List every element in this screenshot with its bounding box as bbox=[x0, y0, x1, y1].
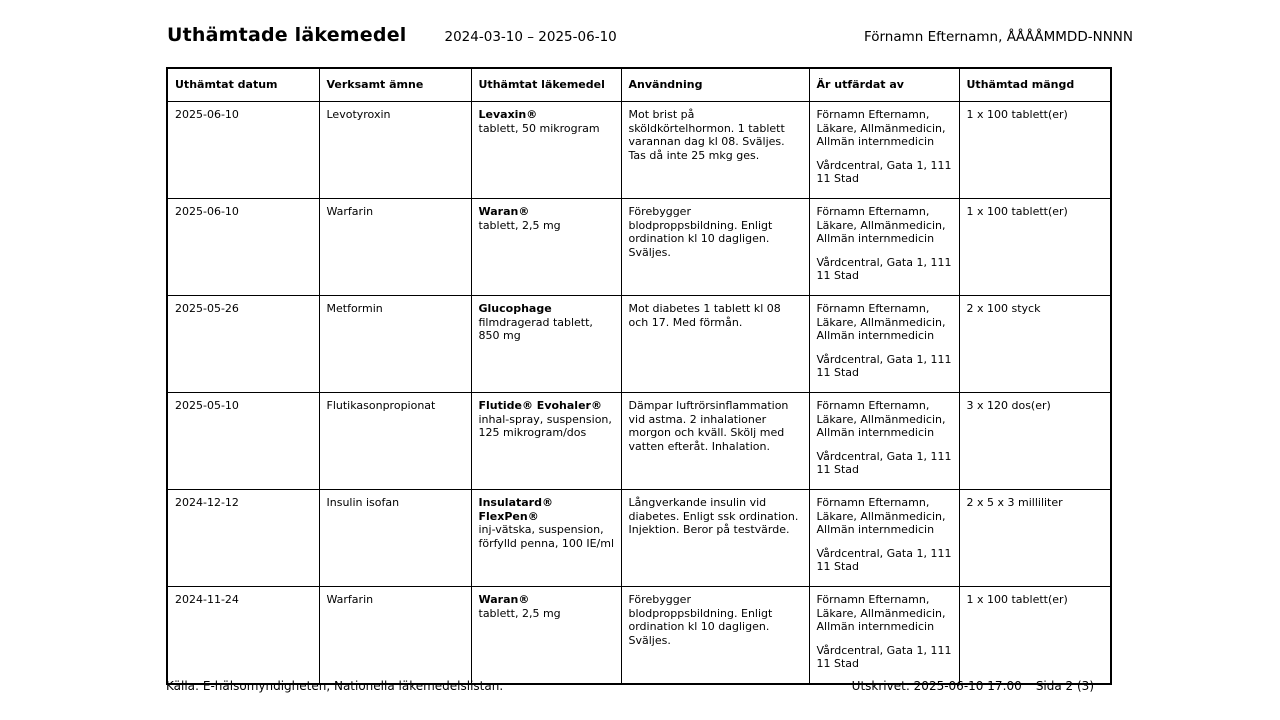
cell-uthamtat-datum bbox=[167, 587, 319, 685]
usage-text: Mot brist på sköldkörtelhormon. 1 tablett varannan dag kl 08. Sväljes. Tas då inte 25 mkg ges. bbox=[628, 108, 785, 162]
table-row bbox=[167, 490, 1111, 587]
medicine-name: Levaxin® bbox=[478, 108, 538, 121]
column-header-uthamtad-mangd: Uthämtad mängd bbox=[959, 68, 1111, 102]
usage-text: Förebygger blodproppsbildning. Enligt ordination kl 10 dagligen. Sväljes. bbox=[628, 205, 773, 259]
patient-identity: Förnamn Efternamn, ÅÅÅÅMMDD-NNNN bbox=[863, 29, 1133, 45]
page-indicator: Sida 2 (3) bbox=[1035, 679, 1094, 693]
document-header bbox=[167, 24, 1133, 46]
cell-verksamt-amne bbox=[319, 393, 471, 490]
quantity-value: 1 x 100 tablett(er) bbox=[966, 108, 1068, 121]
cell-uthamtad-mangd bbox=[959, 393, 1111, 490]
cell-ar-utfardat-av bbox=[809, 587, 959, 685]
date-value: 2025-06-10 bbox=[175, 205, 239, 218]
column-header-anvandning: Användning bbox=[621, 68, 809, 102]
issuer-person: Förnamn Efternamn, Läkare, Allmänmedicin, Allmän internmedicin bbox=[816, 593, 946, 633]
cell-verksamt-amne bbox=[319, 102, 471, 199]
cell-uthamtat-lakemedel bbox=[471, 102, 621, 199]
issuer-person: Förnamn Efternamn, Läkare, Allmänmedicin, Allmän internmedicin bbox=[816, 496, 946, 536]
printed-timestamp: Utskrivet: 2025-06-10 17:00 bbox=[851, 679, 1022, 693]
substance-value: Warfarin bbox=[326, 205, 374, 218]
column-header-ar-utfardat-av: Är utfärdat av bbox=[809, 68, 959, 102]
date-value: 2025-06-10 bbox=[175, 108, 239, 121]
cell-uthamtad-mangd bbox=[959, 199, 1111, 296]
medicine-name: Glucophage bbox=[478, 302, 552, 315]
usage-text: Dämpar luftrörsinflammation vid astma. 2 inhalationer morgon och kväll. Skölj med vatten efteråt. Inhalation. bbox=[628, 399, 789, 453]
quantity-value: 3 x 120 dos(er) bbox=[966, 399, 1051, 412]
medicine-name: Insulatard® FlexPen® bbox=[478, 496, 553, 523]
date-value: 2025-05-26 bbox=[175, 302, 239, 315]
medicine-form: tablett, 50 mikrogram bbox=[478, 121, 600, 135]
date-value: 2024-12-12 bbox=[175, 496, 239, 509]
quantity-value: 1 x 100 tablett(er) bbox=[966, 205, 1068, 218]
column-header-verksamt-amne: Verksamt ämne bbox=[319, 68, 471, 102]
medicine-name: Waran® bbox=[478, 205, 530, 218]
cell-ar-utfardat-av bbox=[809, 296, 959, 393]
cell-uthamtat-datum bbox=[167, 490, 319, 587]
table-row bbox=[167, 199, 1111, 296]
substance-value: Levotyroxin bbox=[326, 108, 391, 121]
cell-uthamtat-lakemedel bbox=[471, 393, 621, 490]
date-value: 2025-05-10 bbox=[175, 399, 239, 412]
cell-anvandning bbox=[621, 393, 809, 490]
cell-anvandning bbox=[621, 296, 809, 393]
issuer-organization: Vårdcentral, Gata 1, 111 11 Stad bbox=[816, 643, 952, 670]
footer-right bbox=[852, 679, 1094, 693]
issuer-person: Förnamn Efternamn, Läkare, Allmänmedicin, Allmän internmedicin bbox=[816, 205, 946, 245]
cell-uthamtad-mangd bbox=[959, 490, 1111, 587]
column-header-uthamtat-datum: Uthämtat datum bbox=[167, 68, 319, 102]
document-footer bbox=[166, 679, 1094, 693]
cell-verksamt-amne bbox=[319, 199, 471, 296]
cell-anvandning bbox=[621, 490, 809, 587]
substance-value: Metformin bbox=[326, 302, 383, 315]
table-header-row bbox=[167, 68, 1111, 102]
cell-uthamtat-datum bbox=[167, 393, 319, 490]
cell-uthamtat-lakemedel bbox=[471, 296, 621, 393]
table-row bbox=[167, 296, 1111, 393]
medicine-form: tablett, 2,5 mg bbox=[478, 606, 561, 620]
cell-uthamtad-mangd bbox=[959, 296, 1111, 393]
issuer-organization: Vårdcentral, Gata 1, 111 11 Stad bbox=[816, 158, 952, 185]
source-text: Källa: E-hälsomyndigheten, Nationella läkemedelslistan. bbox=[166, 679, 504, 693]
usage-text: Mot diabetes 1 tablett kl 08 och 17. Med förmån. bbox=[628, 302, 781, 329]
cell-uthamtat-datum bbox=[167, 199, 319, 296]
issuer-organization: Vårdcentral, Gata 1, 111 11 Stad bbox=[816, 352, 952, 379]
cell-ar-utfardat-av bbox=[809, 393, 959, 490]
cell-uthamtat-datum bbox=[167, 296, 319, 393]
table-row bbox=[167, 587, 1111, 685]
column-header-uthamtat-lakemedel: Uthämtat läkemedel bbox=[471, 68, 621, 102]
table-row bbox=[167, 102, 1111, 199]
page-title: Uthämtade läkemedel bbox=[167, 24, 407, 46]
medicine-form: inhal-spray, suspension, 125 mikrogram/dos bbox=[478, 412, 612, 439]
issuer-person: Förnamn Efternamn, Läkare, Allmänmedicin, Allmän internmedicin bbox=[816, 302, 946, 342]
cell-anvandning bbox=[621, 102, 809, 199]
cell-anvandning bbox=[621, 587, 809, 685]
cell-uthamtat-lakemedel bbox=[471, 587, 621, 685]
quantity-value: 2 x 100 styck bbox=[966, 302, 1041, 315]
medications-table bbox=[166, 67, 1112, 685]
cell-uthamtat-datum bbox=[167, 102, 319, 199]
cell-ar-utfardat-av bbox=[809, 490, 959, 587]
cell-ar-utfardat-av bbox=[809, 199, 959, 296]
issuer-organization: Vårdcentral, Gata 1, 111 11 Stad bbox=[816, 449, 952, 476]
usage-text: Förebygger blodproppsbildning. Enligt ordination kl 10 dagligen. Sväljes. bbox=[628, 593, 773, 647]
issuer-person: Förnamn Efternamn, Läkare, Allmänmedicin, Allmän internmedicin bbox=[816, 108, 946, 148]
cell-uthamtad-mangd bbox=[959, 102, 1111, 199]
usage-text: Långverkande insulin vid diabetes. Enligt ssk ordination. Injektion. Beror på testvärde. bbox=[628, 496, 799, 536]
cell-verksamt-amne bbox=[319, 587, 471, 685]
cell-verksamt-amne bbox=[319, 296, 471, 393]
medicine-name: Waran® bbox=[478, 593, 530, 606]
cell-anvandning bbox=[621, 199, 809, 296]
date-value: 2024-11-24 bbox=[175, 593, 239, 606]
quantity-value: 2 x 5 x 3 milliliter bbox=[966, 496, 1063, 509]
medicine-form: tablett, 2,5 mg bbox=[478, 218, 561, 232]
substance-value: Insulin isofan bbox=[326, 496, 400, 509]
quantity-value: 1 x 100 tablett(er) bbox=[966, 593, 1068, 606]
medicine-form: filmdragerad tablett, 850 mg bbox=[478, 315, 593, 342]
issuer-organization: Vårdcentral, Gata 1, 111 11 Stad bbox=[816, 255, 952, 282]
cell-uthamtat-lakemedel bbox=[471, 199, 621, 296]
cell-uthamtat-lakemedel bbox=[471, 490, 621, 587]
date-range: 2024-03-10 – 2025-06-10 bbox=[444, 29, 617, 45]
substance-value: Flutikasonpropionat bbox=[326, 399, 436, 412]
issuer-person: Förnamn Efternamn, Läkare, Allmänmedicin, Allmän internmedicin bbox=[816, 399, 946, 439]
cell-verksamt-amne bbox=[319, 490, 471, 587]
issuer-organization: Vårdcentral, Gata 1, 111 11 Stad bbox=[816, 546, 952, 573]
table-row bbox=[167, 393, 1111, 490]
medicine-name: Flutide® Evohaler® bbox=[478, 399, 602, 412]
medicine-form: inj-vätska, suspension, förfylld penna, 100 IE/ml bbox=[478, 523, 614, 550]
cell-uthamtad-mangd bbox=[959, 587, 1111, 685]
substance-value: Warfarin bbox=[326, 593, 374, 606]
cell-ar-utfardat-av bbox=[809, 102, 959, 199]
